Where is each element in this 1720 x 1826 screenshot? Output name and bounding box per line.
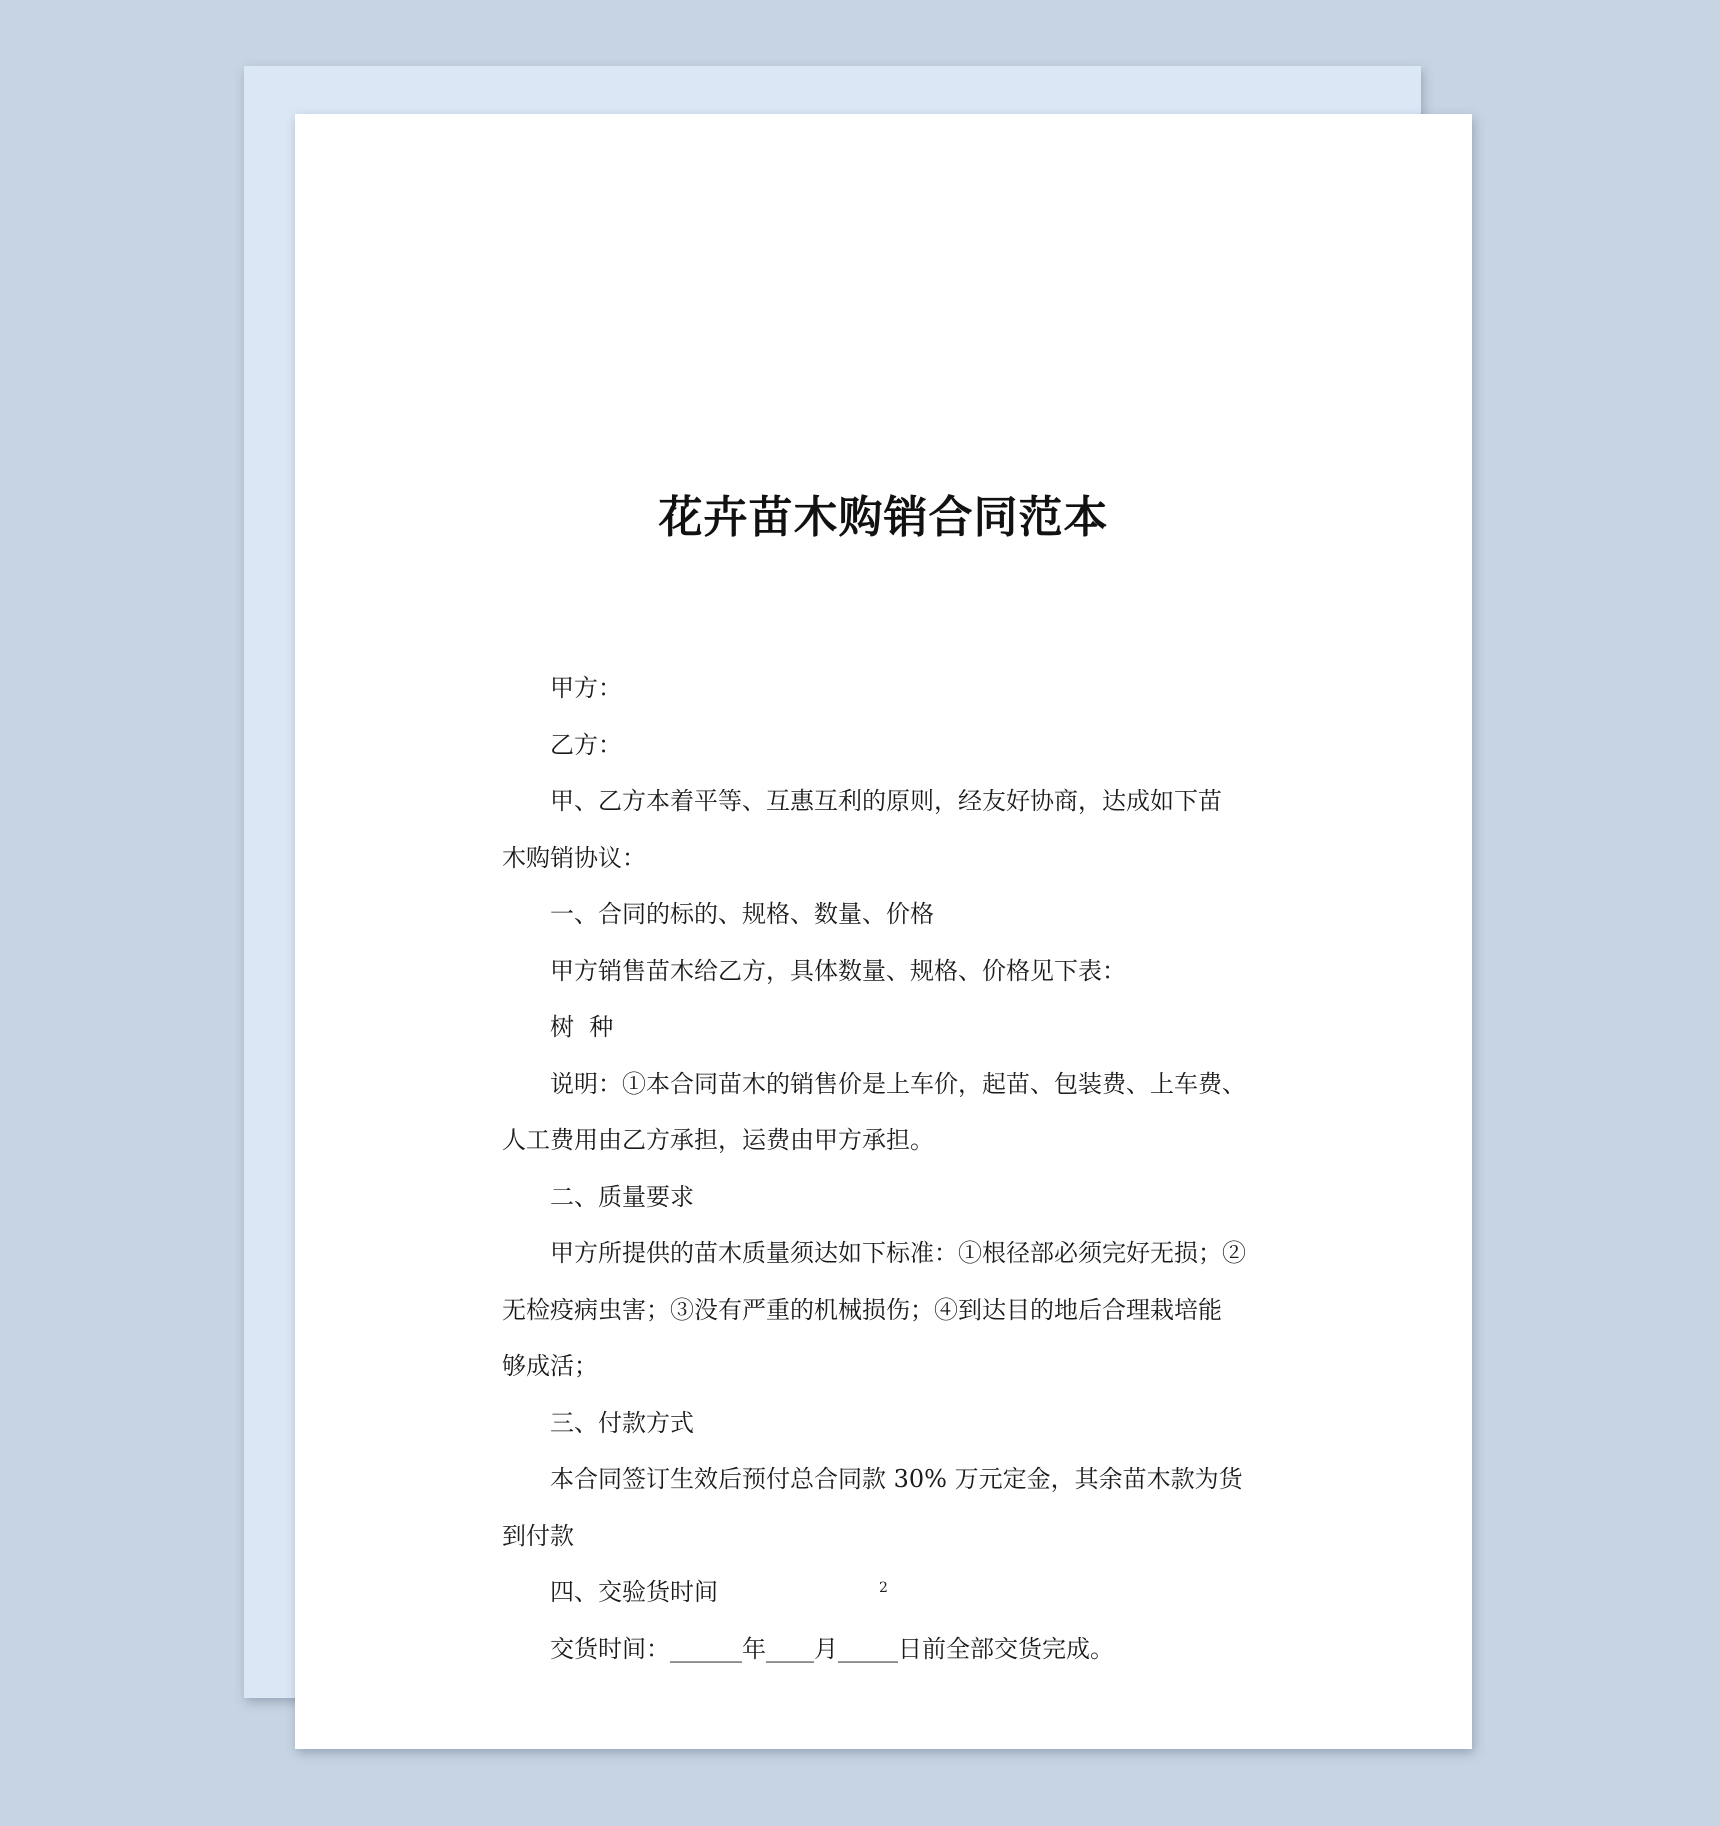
section-1-paragraph: 甲方销售苗木给乙方，具体数量、规格、价格见下表： [550, 956, 1126, 985]
section-heading-3: 三、付款方式 [550, 1408, 694, 1437]
party-a-line: 甲方： [550, 674, 622, 702]
page-number: 2 [879, 1580, 888, 1596]
note-paragraph: 说明：①本合同苗木的销售价是上车价，起苗、包装费、上车费、 [550, 1069, 1246, 1098]
section-heading-2: 二、质量要求 [550, 1182, 694, 1211]
species-label: 树 种 [550, 1013, 614, 1041]
document-title: 花卉苗木购销合同范本 [658, 492, 1109, 543]
document-body [502, 660, 1275, 1677]
section-heading-4: 四、交验货时间 [550, 1578, 718, 1606]
preamble-paragraph-cont: 木购销协议： [502, 843, 646, 872]
quality-paragraph-cont-2: 够成活； [502, 1352, 598, 1380]
delivery-time-line: 交货时间：______年____月_____日前全部交货完成。 [550, 1634, 1114, 1663]
quality-paragraph-cont-1: 无检疫病虫害；③没有严重的机械损伤；④到达目的地后合理栽培能 [502, 1295, 1222, 1324]
party-b-line: 乙方： [550, 730, 622, 759]
payment-paragraph-cont: 到付款 [502, 1521, 574, 1550]
payment-paragraph: 本合同签订生效后预付总合同款 30% 万元定金，其余苗木款为货 [550, 1465, 1243, 1493]
preamble-paragraph: 甲、乙方本着平等、互惠互利的原则，经友好协商，达成如下苗 [550, 787, 1222, 815]
document-page [295, 114, 1472, 1749]
quality-paragraph: 甲方所提供的苗木质量须达如下标准：①根径部必须完好无损；② [550, 1239, 1246, 1267]
note-paragraph-cont: 人工费用由乙方承担，运费由甲方承担。 [502, 1126, 934, 1154]
section-heading-1: 一、合同的标的、规格、数量、价格 [550, 900, 934, 928]
